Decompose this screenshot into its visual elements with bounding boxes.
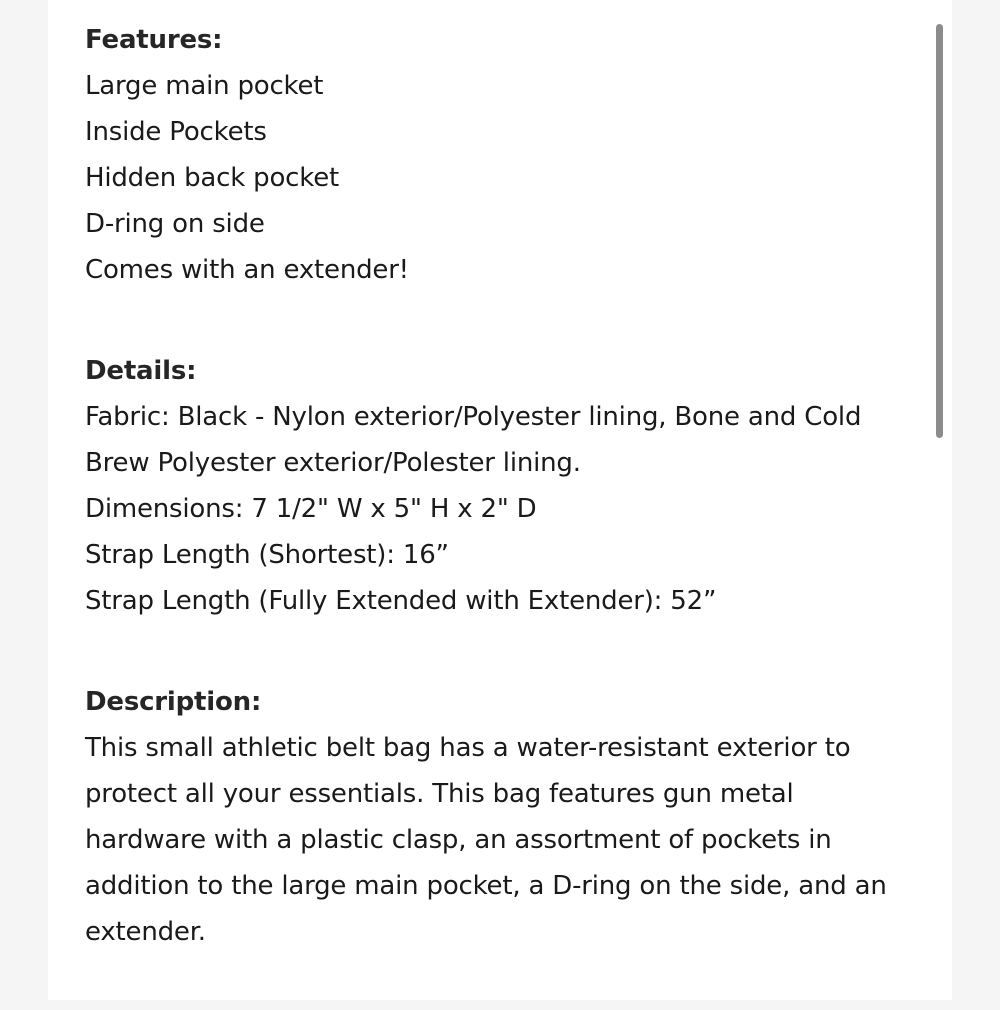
- description-line: hardware with a plastic clasp, an assortment of pockets in: [85, 825, 832, 855]
- detail-fabric-line2: Brew Polyester exterior/Polester lining.: [85, 448, 581, 478]
- feature-item: D-ring on side: [85, 209, 265, 239]
- details-heading: Details:: [85, 356, 197, 386]
- product-description-text: [85, 17, 925, 1010]
- description-heading: Description:: [85, 687, 262, 717]
- feature-item: Hidden back pocket: [85, 163, 340, 193]
- scrollbar-thumb[interactable]: [936, 24, 943, 438]
- feature-item: Comes with an extender!: [85, 255, 409, 285]
- features-heading: Features:: [85, 25, 223, 55]
- description-line: addition to the large main pocket, a D-ring on the side, and an: [85, 871, 887, 901]
- description-line: protect all your essentials. This bag features gun metal: [85, 779, 794, 809]
- feature-item: Large main pocket: [85, 71, 324, 101]
- details-section: [85, 348, 925, 624]
- detail-dimensions: Dimensions: 7 1/2" W x 5" H x 2" D: [85, 494, 537, 524]
- detail-strap-shortest: Strap Length (Shortest): 16”: [85, 540, 449, 570]
- description-section: [85, 679, 925, 955]
- detail-fabric-line1: Fabric: Black - Nylon exterior/Polyester lining, Bone and Cold: [85, 402, 862, 432]
- features-section: [85, 17, 925, 293]
- description-line: This small athletic belt bag has a water-resistant exterior to: [85, 733, 851, 763]
- description-line: extender.: [85, 917, 206, 947]
- feature-item: Inside Pockets: [85, 117, 267, 147]
- detail-strap-extended: Strap Length (Fully Extended with Extender): 52”: [85, 586, 717, 616]
